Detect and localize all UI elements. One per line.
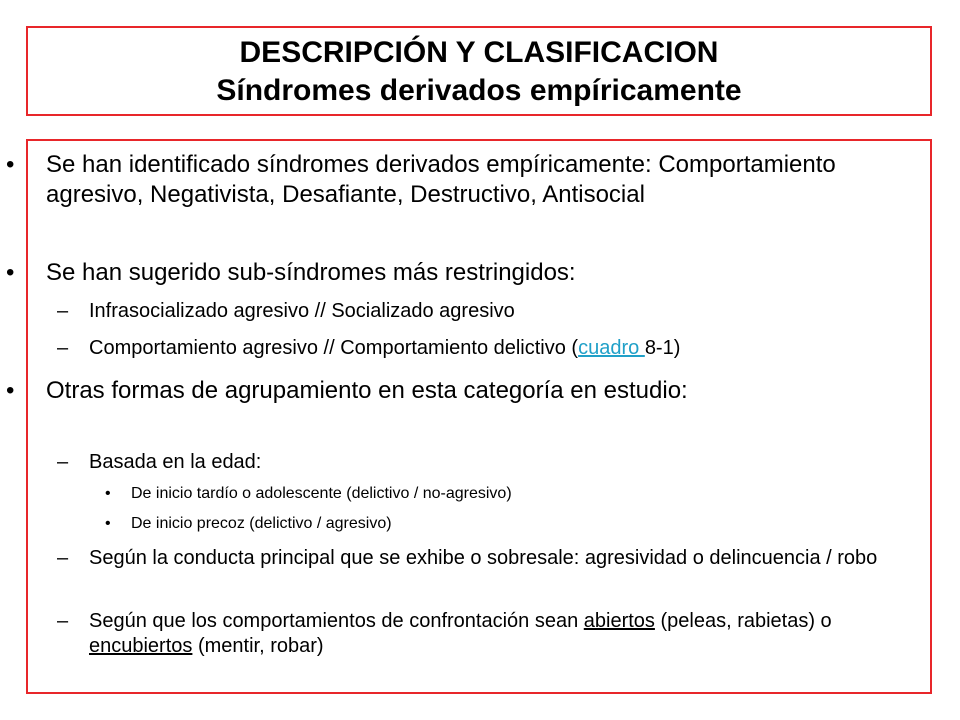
sub-item-text: Infrasocializado agresivo // Socializado agresivo: [89, 300, 515, 322]
sub-item-comportamiento: [57, 336, 901, 361]
sub-sub-item-text: De inicio tardío o adolescente (delictivo / no-agresivo): [131, 485, 512, 502]
bullet-text: Se han identificado síndromes derivados empíricamente: Comportamiento agresivo, Negativista, Desafiante, Destructivo, Antisocial: [46, 151, 836, 208]
sub-sub-item-tardio: [105, 483, 891, 505]
dash-marker: –: [57, 337, 69, 359]
sub-item-text-post: 8-1): [644, 337, 681, 359]
sub-item-text: Basada en la edad:: [89, 451, 262, 473]
sub-item-text-pre: Comportamiento agresivo // Comportamiento delictivo (: [89, 337, 579, 359]
bullet-sub-syndromes: [6, 258, 901, 288]
bullet-other-groupings: [6, 376, 901, 406]
sub-item-text-post: (mentir, robar): [192, 635, 324, 657]
dash-marker: –: [57, 547, 69, 569]
bullet-marker: •: [105, 485, 111, 502]
abiertos-text: abiertos: [583, 610, 655, 632]
title-subheading: Síndromes derivados empíricamente: [216, 74, 742, 107]
bullet-text: Se han sugerido sub-síndromes más restringidos:: [46, 259, 576, 286]
dash-marker: –: [57, 610, 69, 632]
sub-item-confrontacion: [57, 609, 901, 659]
dash-marker: –: [57, 300, 69, 322]
sub-sub-item-text: De inicio precoz (delictivo / agresivo): [131, 515, 392, 532]
sub-item-infrasocializado: [57, 299, 901, 324]
bullet-text: Otras formas de agrupamiento en esta categoría en estudio:: [46, 377, 688, 404]
sub-item-text-pre: Según que los comportamientos de confrontación sean: [89, 610, 584, 632]
bullet-marker: •: [6, 151, 15, 178]
bullet-empirical-syndromes: [6, 150, 901, 210]
sub-sub-item-precoz: [105, 513, 891, 535]
sub-item-text-mid: (peleas, rabietas) o: [654, 610, 832, 632]
bullet-marker: •: [105, 515, 111, 532]
title-heading: DESCRIPCIÓN Y CLASIFICACION: [239, 36, 719, 69]
title-box: [26, 26, 932, 116]
bullet-marker: •: [6, 259, 15, 286]
dash-marker: –: [57, 451, 69, 473]
sub-item-conducta: [57, 546, 901, 571]
sub-item-edad: [57, 450, 901, 475]
sub-item-text: Según la conducta principal que se exhibe o sobresale: agresividad o delincuencia / robo: [89, 547, 878, 569]
encubiertos-text: encubiertos: [89, 635, 193, 657]
cuadro-link[interactable]: cuadro: [578, 337, 645, 359]
bullet-marker: •: [6, 377, 15, 404]
